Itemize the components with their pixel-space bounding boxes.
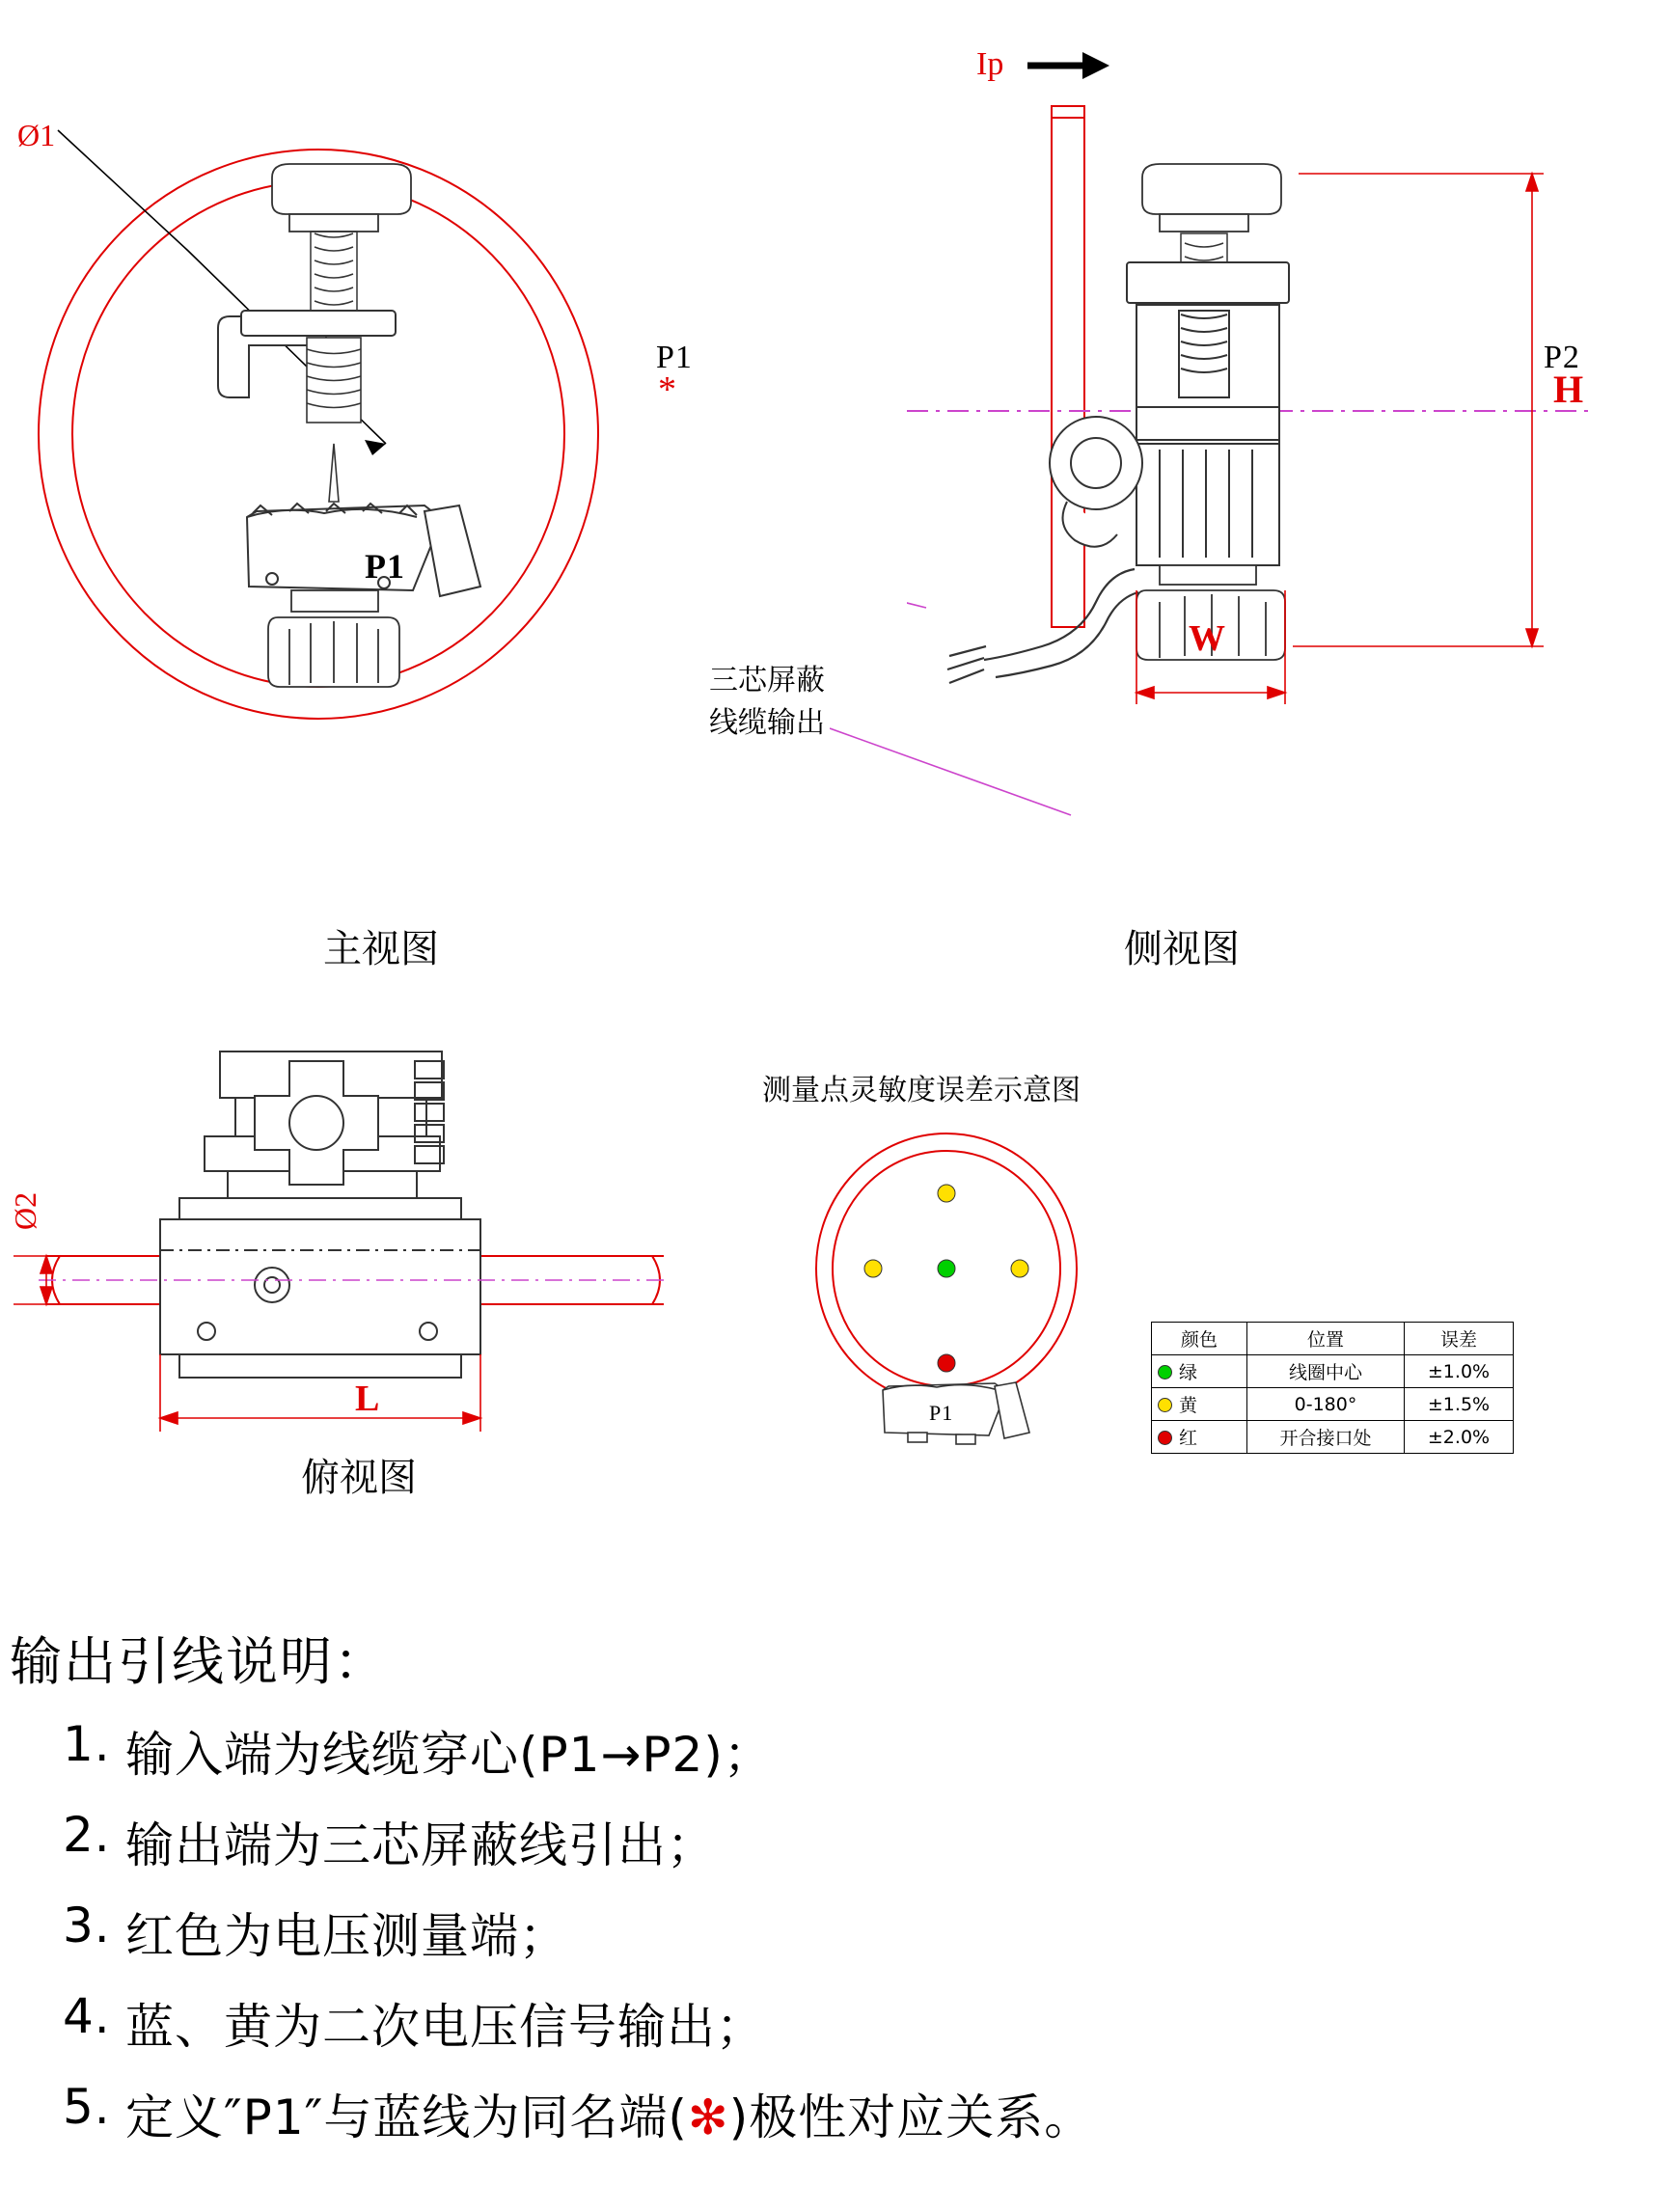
row-position-green: 线圈中心 — [1247, 1355, 1405, 1388]
note-text-5 — [125, 2079, 1650, 2148]
sensitivity-diagram — [767, 1124, 1134, 1471]
note-item-2 — [10, 1807, 1650, 1876]
note-text-2: 输出端为三芯屏蔽线引出； — [125, 1817, 716, 1873]
top-view-title: 俯视图 — [301, 1456, 417, 1500]
side-p2-label: P2 — [1544, 340, 1580, 375]
front-diameter-label: Ø1 — [17, 118, 56, 152]
width-dimension-label: W — [1189, 618, 1225, 659]
row-position-red: 开合接口处 — [1247, 1421, 1405, 1454]
polarity-star-side: * — [658, 369, 676, 410]
cable-note-line2: 线缆输出 — [709, 706, 825, 740]
length-dimension-label: L — [355, 1379, 380, 1419]
color-name-red: 红 — [1179, 1428, 1198, 1449]
note-item-3 — [10, 1898, 1650, 1967]
sensitivity-table — [1151, 1322, 1514, 1454]
yellow-dot-icon — [1158, 1398, 1172, 1412]
ip-current-label: Ip — [976, 46, 1004, 82]
polarity-star-note: ✻ — [687, 2089, 729, 2145]
table-row — [1152, 1388, 1514, 1421]
notes-block — [10, 1621, 1650, 2148]
note-number-5: 5. — [63, 2079, 111, 2135]
row-position-yellow: 0-180° — [1247, 1388, 1405, 1421]
top-view — [0, 1023, 675, 1437]
header-color: 颜色 — [1152, 1323, 1247, 1355]
note-text-4: 蓝、黄为二次电压信号输出； — [125, 1999, 765, 2055]
table-row — [1152, 1355, 1514, 1388]
note-item-5 — [10, 2079, 1650, 2148]
row-error-yellow: ±1.5% — [1405, 1388, 1514, 1421]
note-number-3: 3. — [63, 1898, 111, 1953]
front-view-title: 主视图 — [323, 927, 439, 971]
note-number-1: 1. — [63, 1716, 111, 1772]
green-dot-icon — [1158, 1365, 1172, 1379]
note-text-3: 红色为电压测量端； — [125, 1908, 568, 1964]
cable-note-leader — [830, 709, 1090, 834]
top-diameter-label: Ø2 — [8, 1191, 42, 1230]
note-item-1 — [10, 1716, 1650, 1786]
note-item-4 — [10, 1988, 1650, 2058]
cable-note-line1: 三芯屏蔽 — [709, 664, 825, 697]
table-row — [1152, 1421, 1514, 1454]
table-header-row — [1152, 1323, 1514, 1355]
side-p1-label: P1 — [656, 340, 693, 375]
color-name-yellow: 黄 — [1179, 1395, 1198, 1416]
header-position: 位置 — [1247, 1323, 1405, 1355]
note-text-1: 输入端为线缆穿心(P1→P2)； — [125, 1727, 773, 1783]
row-color-yellow — [1152, 1388, 1247, 1421]
row-color-green — [1152, 1355, 1247, 1388]
red-dot-icon — [1158, 1431, 1172, 1445]
row-color-red — [1152, 1421, 1247, 1454]
front-view — [0, 58, 656, 907]
note-text-5-part1: 定义″P1″与蓝线为同名端( — [125, 2089, 688, 2145]
front-p1-label: P1 — [365, 547, 405, 586]
row-error-red: ±2.0% — [1405, 1421, 1514, 1454]
note-number-2: 2. — [63, 1807, 111, 1863]
height-dimension-label: H — [1553, 368, 1584, 411]
note-text-5-part2: )极性对应关系。 — [728, 2089, 1094, 2145]
side-view-title: 侧视图 — [1124, 927, 1240, 971]
row-error-green: ±1.0% — [1405, 1355, 1514, 1388]
note-number-4: 4. — [63, 1988, 111, 2044]
header-error: 误差 — [1405, 1323, 1514, 1355]
color-name-green: 绿 — [1179, 1362, 1198, 1383]
notes-title: 输出引线说明： — [10, 1631, 388, 1692]
sensitivity-title: 测量点灵敏度误差示意图 — [762, 1074, 1081, 1107]
sensitivity-p1-label: P1 — [929, 1401, 954, 1425]
